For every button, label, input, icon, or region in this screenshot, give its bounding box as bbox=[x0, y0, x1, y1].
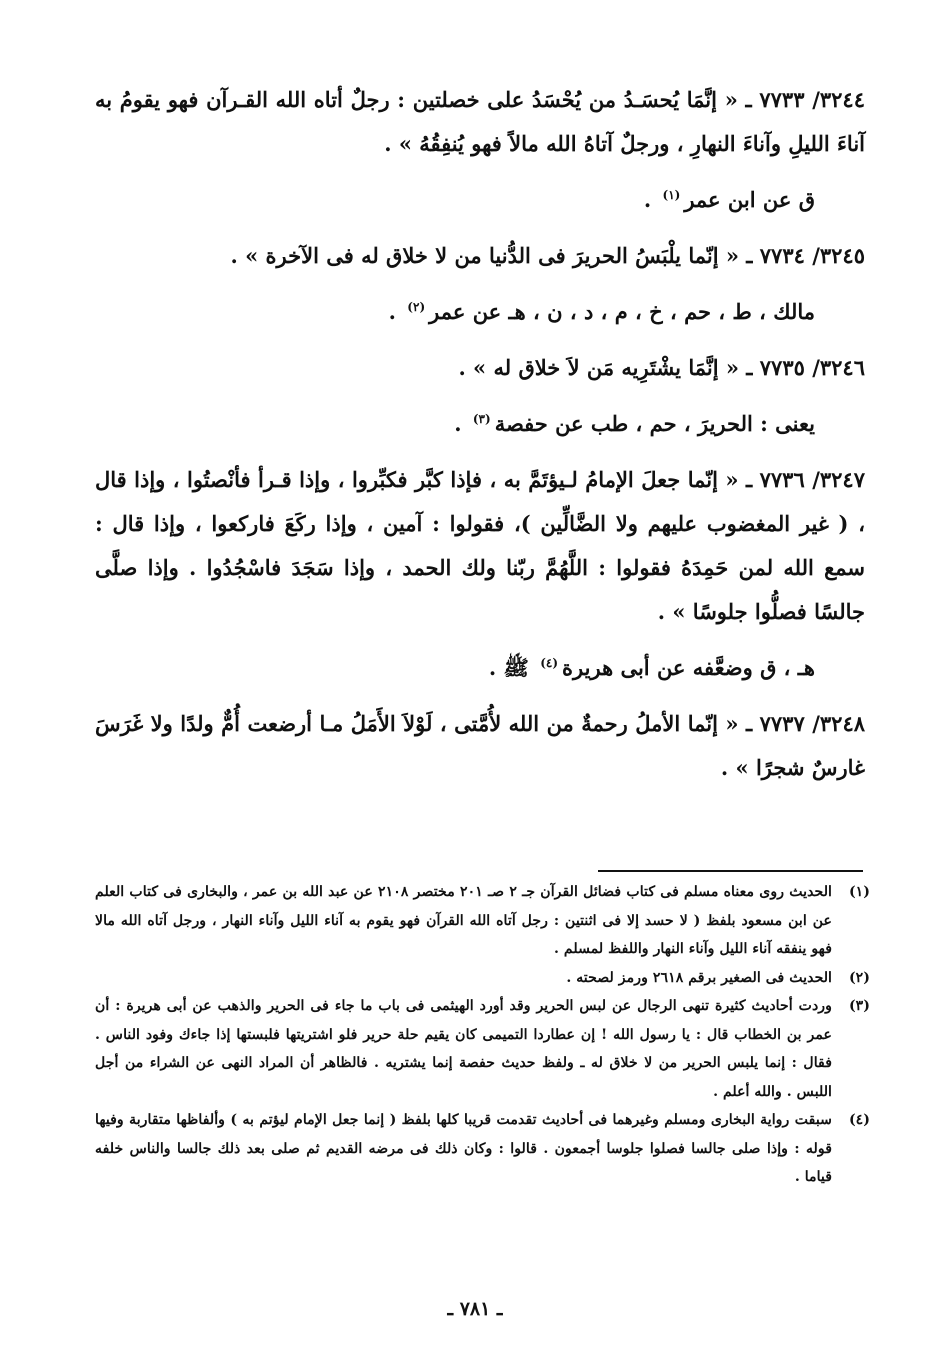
footnotes bbox=[95, 878, 870, 1192]
footnote-number: (٣) bbox=[848, 998, 870, 1014]
source-text: هـ ، ق وضعَّفه عن أبى هريرة bbox=[562, 655, 815, 680]
footnote-divider bbox=[598, 870, 863, 872]
source-line-3247 bbox=[95, 646, 865, 690]
footnote-number: (٤) bbox=[848, 1112, 870, 1128]
footnote-ref-2: (٢) bbox=[407, 300, 426, 314]
footnote-text: الحديث روى معناه مسلم فى كتاب فضائل القرآن جـ ٢ صـ ٢٠١ مختصر ٢١٠٨ عن عبد الله بن عمر ، والبخارى فى كتاب العلم عن ابن مسعود بلفظ ( لا حسد إلا فى اثنتين : رجل آتاه الله القرآن فهو يقوم به آناء الليل وآناء النهار ، ورجل آتاه الله مالا فهو ينفقه آناء الليل وآناء النهار واللفظ لمسلم . bbox=[95, 884, 832, 957]
source-end: ﷺ . bbox=[488, 655, 529, 680]
source-line-3244 bbox=[95, 178, 865, 222]
source-text: مالك ، ط ، حم ، خ ، م ، د ، ن ، هـ عن عمر bbox=[429, 299, 815, 324]
hadith-entry-3246: ٣٢٤٦/ ٧٧٣٥ ـ « إنَّمَا يشْتَرِيه مَن لاَ خلاق له » . bbox=[458, 355, 865, 380]
footnote-3 bbox=[95, 992, 870, 1106]
footnote-text: وردت أحاديث كثيرة تنهى الرجال عن لبس الحرير وقد أورد الهيثمى فى باب ما جاء فى الحرير والذهب عن أبى هريرة : أن عمر بن الخطاب قال : يا رسول الله ! إن عطاردا التميمى كان يقيم حلة حرير فلو اشتريتها فلبستها إذا جاءك وفود الناس . فقال : إنما يلبس الحرير من لا خلاق له ـ ولفظ حديث حفصة إنما يشتريه . فالظاهر أن المراد النهى عن الشراء من أجل اللبس . والله أعلم . bbox=[95, 998, 832, 1100]
source-end: . bbox=[388, 299, 396, 324]
footnote-4 bbox=[95, 1106, 870, 1192]
hadith-entry-3247: ٣٢٤٧/ ٧٧٣٦ ـ « إنّما جعلَ الإمامُ لـيؤتَمَّ به ، فإذا كبَّر فكبِّروا ، وإذا قـرأ فأنْصتُوا ، وإذا قال ، ( غير المغضوب عليهم ولا الضَّالِّين )، فقولوا : آمين ، وإذا ركَعَ فاركعوا ، وإذا قال : سمع الله لمن حَمِدَهُ فقولوا : اللَّهُمَّ ربّنا ولك الحمد ، وإذا سَجَدَ فاسْجُدُوا . وإذا صلَّى جالسًا فصلُّوا جلوسًا » . bbox=[95, 467, 865, 624]
hadith-text-block bbox=[95, 78, 865, 802]
source-line-3246 bbox=[95, 402, 865, 446]
footnote-2 bbox=[95, 964, 870, 993]
source-text: يعنى : الحريرَ ، حم ، طب عن حفصة bbox=[494, 411, 815, 436]
hadith-entry-3244: ٣٢٤٤/ ٧٧٣٣ ـ « إنَّمَا يُحسَـدُ من يُحْسَدُ على خصلتين : رجلٌ أتاه الله القـرآن فهو يقومُ به آناءَ الليلِ وآناءَ النهارِ ، ورجلٌ آتاهُ الله مالاً فهو يُنفِقُهُ » . bbox=[95, 87, 865, 156]
footnote-number: (١) bbox=[848, 884, 870, 900]
footnote-ref-1: (١) bbox=[662, 188, 681, 202]
footnote-1 bbox=[95, 878, 870, 964]
hadith-entry-3245: ٣٢٤٥/ ٧٧٣٤ ـ « إنّما يلْبَسُ الحريرَ فى الدُّنيا من لا خلاق له فى الآخرة » . bbox=[230, 243, 865, 268]
footnote-text: الحديث فى الصغير برقم ٢٦١٨ ورمز لصحته . bbox=[566, 969, 832, 986]
source-text: ق عن ابن عمر bbox=[684, 187, 815, 212]
hadith-entry-3248: ٣٢٤٨/ ٧٧٣٧ ـ « إنّما الأملُ رحمةٌ من الله لأُمَّتى ، لَوْلاَ الأَمَلُ مـا أرضعت أُمٌّ ولدًا ولا غَرَسَ غارسٌ شجرًا » . bbox=[95, 711, 866, 780]
source-end: . bbox=[454, 411, 462, 436]
page-number: ـ ٧٨١ ـ bbox=[447, 1298, 503, 1320]
footnote-text: سبقت رواية البخارى ومسلم وغيرهما فى أحاديث تقدمت قريبا كلها بلفظ ( إنما جعل الإمام ليؤتم به ) وألفاظها متقاربة وفيها قوله : وإذا صلى جالسا فصلوا جلوسا أجمعون . قالوا : وكان ذلك فى مرضه القديم ثم صلى بعد ذلك جالسا والناس خلفه قياما . bbox=[95, 1112, 832, 1185]
footnote-number: (٢) bbox=[848, 969, 870, 986]
source-end: . bbox=[643, 187, 652, 212]
source-line-3245 bbox=[95, 290, 865, 334]
footnote-ref-4: (٤) bbox=[540, 656, 559, 670]
footnote-ref-3: (٣) bbox=[472, 412, 491, 426]
